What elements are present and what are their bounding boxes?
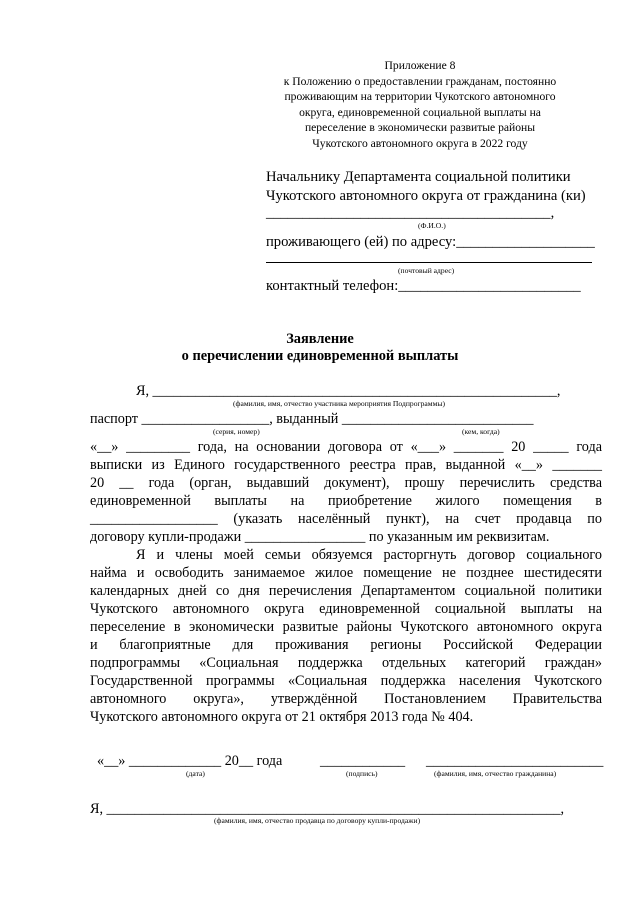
document-title: Заявление <box>286 331 354 347</box>
obligation-paragraph-line: Чукотского автономного округа от 21 октября 2013 года № 404. <box>90 709 474 725</box>
obligation-paragraph-line: Чукотского автономного округа единовременной социальной выплаты на <box>90 601 602 617</box>
form-paragraph-line: договору купли-продажи _________________ по указанным им реквизитам. <box>90 529 550 545</box>
applicant-name-line[interactable]: Я, _________________________________________________________, <box>136 383 561 399</box>
obligation-paragraph-line: подпрограммы «Социальная поддержка отдельных категорий граждан» <box>90 655 602 671</box>
annex-line: переселение в экономически развитые районы <box>304 121 536 135</box>
applicant-name-field[interactable]: _______________________________________, <box>266 205 555 221</box>
form-paragraph-line: __________________ (указать населённый пункт), на счет продавца по <box>90 511 602 527</box>
form-paragraph-line: выписки из Единого государственного реестра прав, выданной «__» _______ <box>90 457 602 473</box>
obligation-paragraph-line: Я и члены моей семьи обязуемся расторгнуть договор социального <box>136 547 602 563</box>
annex-line: Чукотского автономного округа в 2022 году <box>312 136 528 150</box>
annex-line: Приложение 8 <box>384 59 456 72</box>
obligation-paragraph-line: и благоприятные для проживания регионы Российской Федерации <box>90 637 602 653</box>
annex-line: к Положению о предоставлении гражданам, постоянно <box>283 74 557 88</box>
applicant-name-hint: (фамилия, имя, отчество участника мероприятия Подпрограммы) <box>233 399 446 408</box>
signature-sign-hint: (подпись) <box>346 769 378 778</box>
document-subtitle: о перечислении единовременной выплаты <box>181 348 459 364</box>
phone-field[interactable]: контактный телефон:_________________________ <box>266 278 581 294</box>
signature-name-field[interactable]: _________________________ <box>426 753 604 769</box>
signature-date-field[interactable]: «__» _____________ 20__ года <box>97 753 283 769</box>
name-hint: (Ф.И.О.) <box>418 221 446 230</box>
passport-line[interactable]: паспорт __________________, выданный ___________________________ <box>90 411 534 427</box>
obligation-paragraph-line: переселение в экономически развитые районы Чукотского автономного округа <box>90 619 602 635</box>
annex-line: округа, единовременной социальной выплаты на <box>299 105 541 119</box>
addressee-line-2: Чукотского автономного округа от гражданина (ки) <box>266 188 586 204</box>
signature-name-hint: (фамилия, имя, отчество гражданина) <box>434 769 557 778</box>
annex-line: проживающим на территории Чукотского автономного <box>284 90 556 104</box>
passport-issuer-hint: (кем, когда) <box>462 427 500 436</box>
obligation-paragraph-line: календарных дней со дня перечисления Департаментом социальной политики <box>90 583 602 599</box>
obligation-paragraph-line: найма и освободить занимаемое жилое помещение не позднее шестидесяти <box>90 565 602 581</box>
signature-date-hint: (дата) <box>186 769 205 778</box>
obligation-paragraph-line: Государственной программы «Социальная поддержка населения Чукотского <box>90 673 602 689</box>
passport-series-hint: (серия, номер) <box>213 427 260 436</box>
seller-name-hint: (фамилия, имя, отчество продавца по договору купли-продажи) <box>214 816 421 825</box>
contract-date-line[interactable]: «__» _________ года, на основании договора от «___» _______ 20 _____ года <box>90 439 602 455</box>
signature-field[interactable]: ____________ <box>320 753 406 769</box>
address-hint: (почтовый адрес) <box>398 266 455 275</box>
form-paragraph-line: единовременной выплаты на приобретение жилого помещения в <box>90 493 602 509</box>
form-paragraph-line: 20 __ года (орган, выдавший документ), прошу перечислить средства <box>90 475 602 491</box>
address-second-line <box>266 262 592 263</box>
address-field[interactable]: проживающего (ей) по адресу:___________________ <box>266 234 595 250</box>
obligation-paragraph-line: автономного округа», утверждённой Постановлением Правительства <box>90 691 602 707</box>
annex-header <box>262 58 578 152</box>
addressee-line-1: Начальнику Департамента социальной политики <box>266 169 571 185</box>
seller-name-field[interactable]: Я, ________________________________________________________________, <box>90 801 565 817</box>
